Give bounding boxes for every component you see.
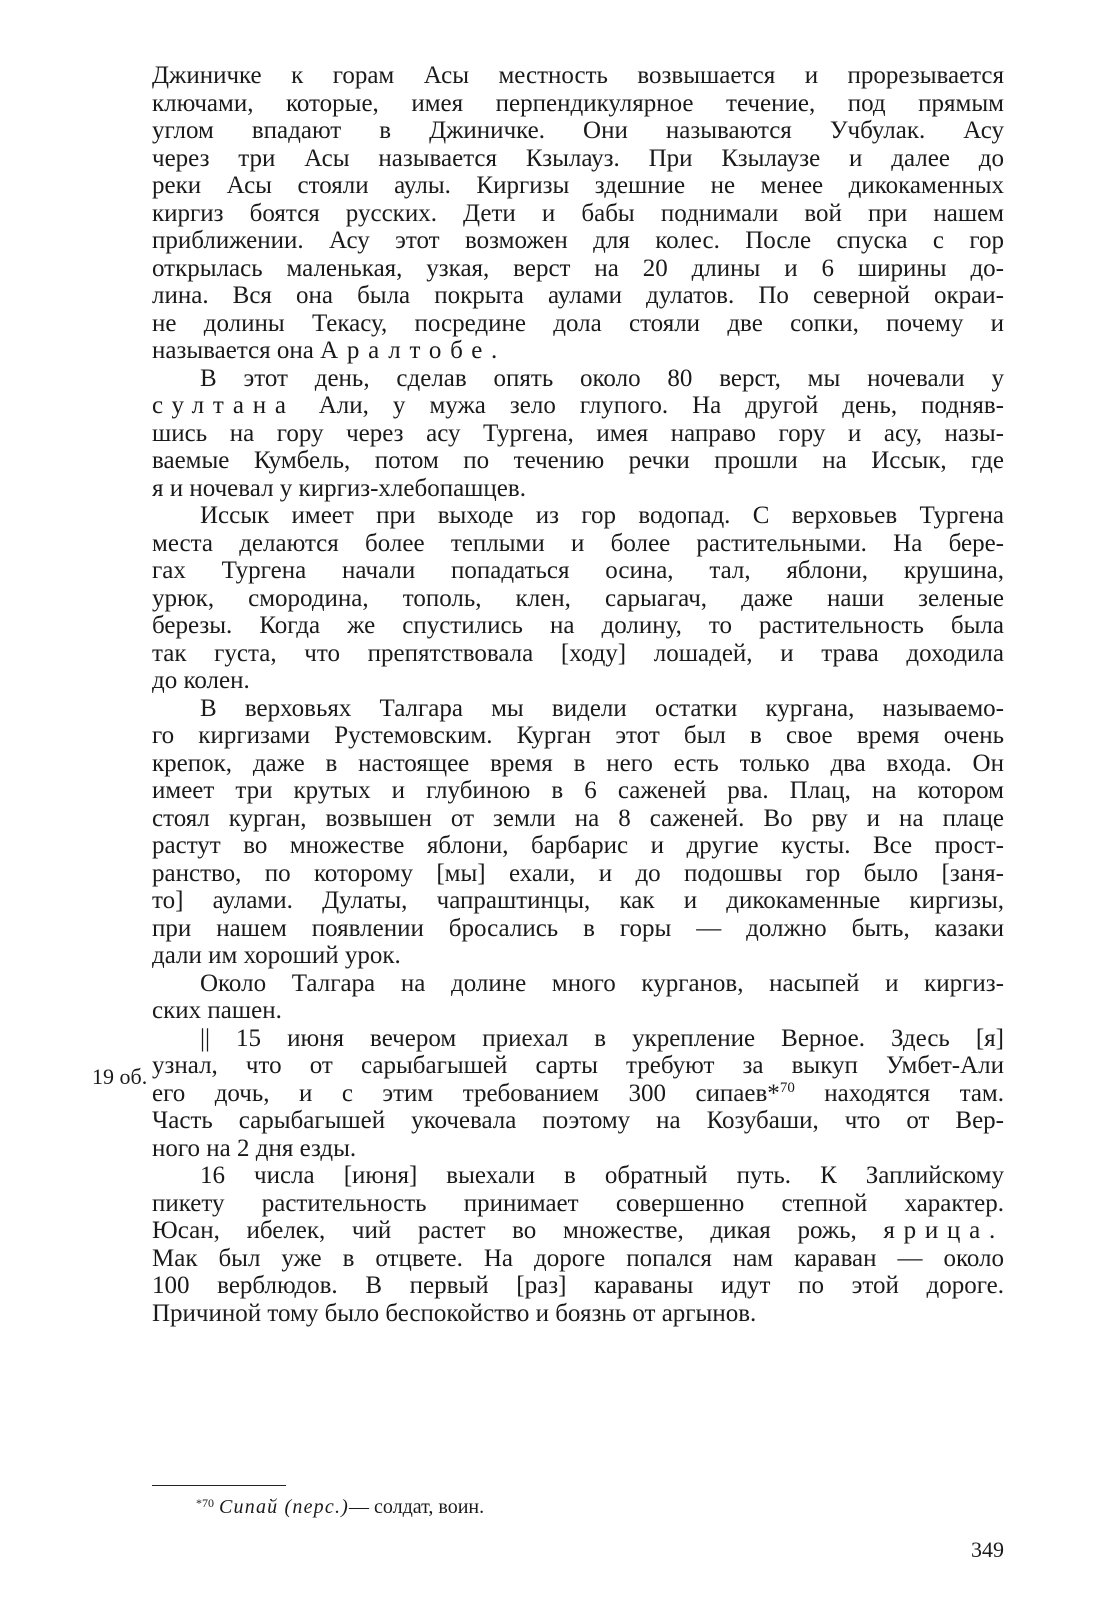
- text-line: узнал, что от сарыбагышей сарты требуют за выкуп Умбет-Али: [152, 1052, 1004, 1079]
- text-fragment: Юсан, ибелек, чий растет во множестве, дикая рожь,: [152, 1217, 884, 1244]
- footnote: [196, 1491, 484, 1519]
- text-line: приближении. Асу этот возможен для колес. После спуска с гор: [152, 227, 1004, 254]
- paragraph-1: [152, 62, 1004, 365]
- footnote-marker: *70: [196, 1496, 214, 1510]
- text-line: Джиничке к горам Асы местность возвышается и прорезывается: [152, 62, 1004, 89]
- spaced-word: ярица.: [883, 1217, 1004, 1244]
- text-fragment: называется она: [152, 337, 321, 364]
- text-line: [152, 392, 1004, 420]
- text-line: ваемые Кумбель, потом по течению речки прошли на Иссык, где: [152, 447, 1004, 474]
- text-line: Причиной тому было беспокойство и боязнь от аргынов.: [152, 1299, 757, 1327]
- text-line: [152, 1217, 1004, 1245]
- text-line: через три Асы называется Кзылауз. При Кзылаузе и далее до: [152, 144, 1004, 172]
- footnote-ref: 70: [779, 1079, 795, 1096]
- margin-note: 19 об.: [92, 1064, 148, 1089]
- text-line: го киргизами Рустемовским. Курган этот был в свое время очень: [152, 722, 1004, 749]
- paragraph-4: [152, 695, 1004, 970]
- footnote-divider: [152, 1485, 286, 1486]
- text-line: лина. Вся она была покрыта аулами дулатов. По северной окраи-: [152, 282, 1004, 309]
- text-line: не долины Текасу, посредине дола стояли две сопки, почему и: [152, 309, 1004, 337]
- text-line: я и ночевал у киргиз-хлебопашцев.: [152, 474, 526, 502]
- paragraph-7: [152, 1162, 1004, 1327]
- text-line: Иссык имеет при выходе из гор водопад. С верховьев Тургена: [200, 502, 1004, 529]
- text-fragment: Али, у мужа зело глупого. На другой день, подняв-: [294, 392, 1004, 419]
- text-line: пикету растительность принимает совершенно степной характер.: [152, 1189, 1004, 1217]
- text-line: до колен.: [152, 667, 250, 694]
- text-line: киргиз боятся русских. Дети и бабы поднимали вой при нашем: [152, 199, 1004, 227]
- text-line: [152, 337, 1004, 365]
- spaced-name: Аралтобе.: [320, 337, 507, 364]
- paragraph-3: [152, 502, 1004, 695]
- text-line: березы. Когда же спустились на долину, то растительность была: [152, 612, 1004, 639]
- text-line: места делаются более теплыми и более растительными. На бере-: [152, 529, 1004, 557]
- text-line: урюк, смородина, тополь, клен, сарыагач, даже наши зеленые: [152, 584, 1004, 612]
- paragraph-6: [152, 1025, 1004, 1163]
- text-line: дали им хороший урок.: [152, 942, 401, 969]
- text-line: стоял курган, возвышен от земли на 8 саженей. Во рву и на плаце: [152, 804, 1004, 832]
- text-line: ранство, по которому [мы] ехали, и до подошвы гор было [заня-: [152, 859, 1004, 887]
- text-line: В верховьях Талгара мы видели остатки кургана, называемо-: [200, 694, 1004, 722]
- text-line: 16 числа [июня] выехали в обратный путь. К Заплийскому: [200, 1162, 1004, 1189]
- paragraph-2: [152, 365, 1004, 503]
- text-line: растут во множестве яблони, барбарис и другие кусты. Все прост-: [152, 832, 1004, 859]
- text-line: ключами, которые, имея перпендикулярное течение, под прямым: [152, 89, 1004, 117]
- footnote-term: Сипай (перс.): [219, 1496, 350, 1518]
- footnote-text: — солдат, воин.: [349, 1496, 485, 1518]
- text-line: при нашем появлении бросались в горы — должно быть, казаки: [152, 914, 1004, 942]
- body-text: [152, 62, 1004, 1327]
- text-line: крепок, даже в настоящее время в него есть только два входа. Он: [152, 749, 1004, 777]
- text-line: углом впадают в Джиничке. Они называются Учбулак. Асу: [152, 117, 1004, 144]
- text-line: гах Тургена начали попадаться осина, тал, яблони, крушина,: [152, 557, 1004, 584]
- text-line: так густа, что препятствовала [ходу] лошадей, и трава доходила: [152, 639, 1004, 667]
- text-line: Мак был уже в отцвете. На дороге попался нам караван — около: [152, 1244, 1004, 1272]
- text-fragment: его дочь, и с этим требованием 300 сипаев*: [152, 1079, 780, 1107]
- text-line: имеет три крутых и глубиною в 6 саженей рва. Плац, на котором: [152, 777, 1004, 804]
- text-line: Около Талгара на долине много курганов, насыпей и киргиз-: [200, 969, 1004, 997]
- text-line: то] аулами. Дулаты, чапраштинцы, как и дикокаменные киргизы,: [152, 887, 1004, 914]
- text-line: [152, 1080, 1004, 1108]
- text-line: ного на 2 дня езды.: [152, 1134, 357, 1162]
- text-line: ских пашен.: [152, 997, 282, 1024]
- page-number: 349: [971, 1537, 1004, 1562]
- text-line: реки Асы стояли аулы. Киргизы здешние не менее дикокаменных: [152, 172, 1004, 199]
- text-line: || 15 июня вечером приехал в укрепление Верное. Здесь [я]: [200, 1024, 1004, 1052]
- text-line: открылась маленькая, узкая, верст на 20 длины и 6 ширины до-: [152, 254, 1004, 282]
- text-line: Часть сарыбагышей укочевала поэтому на Козубаши, что от Вер-: [152, 1107, 1004, 1134]
- spaced-name: султана: [152, 392, 295, 419]
- text-line: 100 верблюдов. В первый [раз] караваны идут по этой дороге.: [152, 1272, 1004, 1299]
- text-fragment: находятся там.: [794, 1079, 1005, 1107]
- text-line: шись на гору через асу Тургена, имея направо гору и асу, назы-: [152, 419, 1004, 447]
- text-line: В этот день, сделав опять около 80 верст, мы ночевали у: [200, 364, 1004, 392]
- paragraph-5: [152, 970, 1004, 1025]
